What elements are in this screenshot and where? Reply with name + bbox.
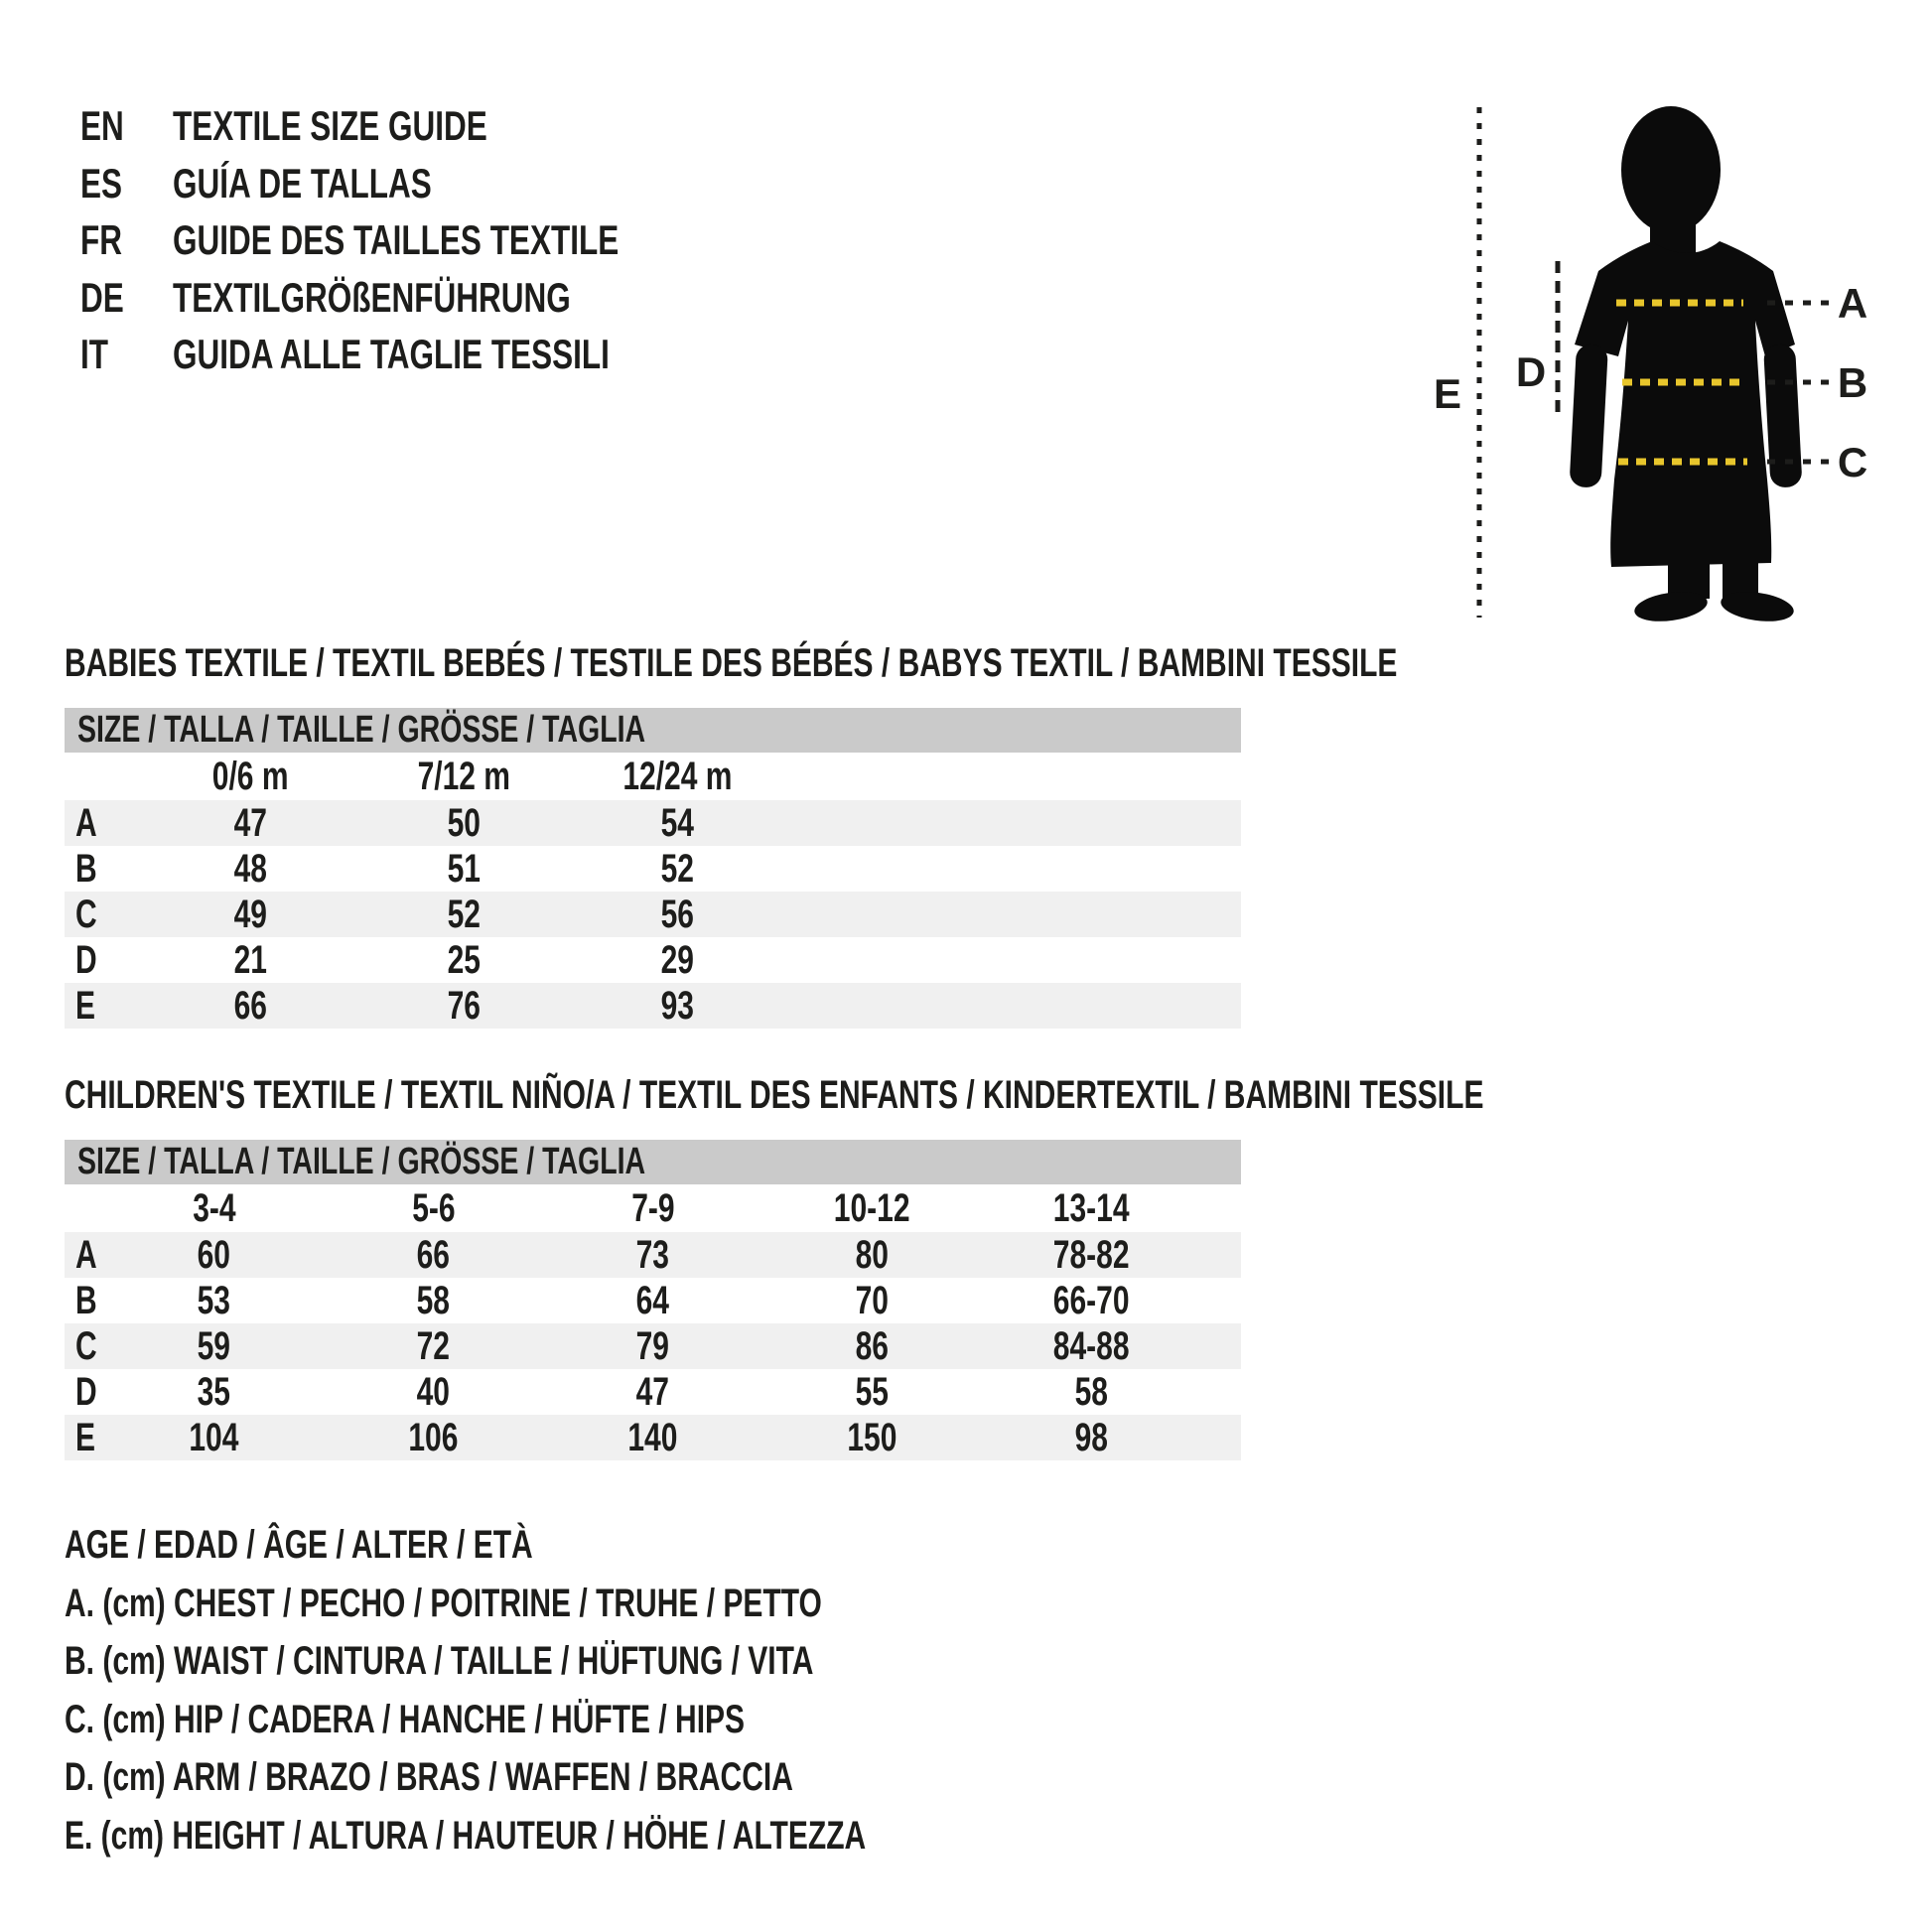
cell-value: 51 xyxy=(447,846,482,891)
table-row xyxy=(65,846,1241,892)
row-label: E xyxy=(75,983,96,1028)
legend-line-arm: D. (cm) ARM / BRAZO / BRAS / WAFFEN / BRACCIA xyxy=(65,1755,793,1799)
table-row xyxy=(65,1278,1241,1323)
cell-value: 98 xyxy=(1074,1415,1109,1459)
col-header: 5-6 xyxy=(411,1185,456,1230)
silhouette-left-leg xyxy=(1668,549,1710,599)
cell-value: 47 xyxy=(233,800,268,845)
lang-title: TEXTILGRÖßENFÜHRUNG xyxy=(173,274,571,321)
cell-value: 80 xyxy=(855,1232,890,1277)
cell-value: 104 xyxy=(189,1415,239,1459)
label-C: C xyxy=(1837,439,1868,485)
cell-value: 25 xyxy=(447,937,482,982)
col-header: 0/6 m xyxy=(212,754,289,798)
table-row xyxy=(65,1369,1241,1415)
cell-value: 58 xyxy=(416,1278,451,1322)
babies-size-header-bar: SIZE / TALLA / TAILLE / GRÖSSE / TAGLIA xyxy=(65,708,1241,753)
row-label: B xyxy=(75,1278,97,1322)
cell-value: 54 xyxy=(660,800,695,845)
col-header: 3-4 xyxy=(192,1185,236,1230)
children-section-title: CHILDREN'S TEXTILE / TEXTIL NIÑO/A / TEXTIL DES ENFANTS / KINDERTEXTIL / BAMBINI TESSILE xyxy=(65,1073,1484,1117)
legend-line-chest: A. (cm) CHEST / PECHO / POITRINE / TRUHE / PETTO xyxy=(65,1582,822,1625)
row-label: D xyxy=(75,1369,97,1414)
silhouette-right-leg xyxy=(1723,549,1758,599)
col-header: 13-14 xyxy=(1053,1185,1130,1230)
children-size-header-bar: SIZE / TALLA / TAILLE / GRÖSSE / TAGLIA xyxy=(65,1140,1241,1184)
lang-code: FR xyxy=(80,216,122,263)
cell-value: 50 xyxy=(447,800,482,845)
col-header: 12/24 m xyxy=(622,754,733,798)
cell-value: 140 xyxy=(627,1415,678,1459)
cell-value: 60 xyxy=(197,1232,231,1277)
col-header: 7/12 m xyxy=(417,754,511,798)
table-row xyxy=(65,937,1241,983)
cell-value: 40 xyxy=(416,1369,451,1414)
cell-value: 47 xyxy=(635,1369,670,1414)
cell-value: 59 xyxy=(197,1323,231,1368)
cell-value: 84-88 xyxy=(1053,1323,1130,1368)
row-label: B xyxy=(75,846,97,891)
cell-value: 106 xyxy=(408,1415,459,1459)
table-row xyxy=(65,892,1241,937)
children-column-header-row xyxy=(65,1184,1241,1232)
cell-value: 73 xyxy=(635,1232,670,1277)
table-row xyxy=(65,983,1241,1029)
cell-value: 52 xyxy=(660,846,695,891)
col-header: 10-12 xyxy=(834,1185,910,1230)
cell-value: 86 xyxy=(855,1323,890,1368)
row-label: A xyxy=(75,1232,97,1277)
table-row xyxy=(65,800,1241,846)
row-label: C xyxy=(75,892,97,936)
children-size-table xyxy=(65,1184,1241,1460)
babies-size-table xyxy=(65,753,1241,1029)
cell-value: 64 xyxy=(635,1278,670,1322)
label-A: A xyxy=(1837,280,1868,327)
cell-value: 58 xyxy=(1074,1369,1109,1414)
child-silhouette-figure xyxy=(1430,84,1886,625)
silhouette-left-arm xyxy=(1569,344,1607,487)
lang-code: ES xyxy=(80,160,123,207)
lang-title: GUIDA ALLE TAGLIE TESSILI xyxy=(173,331,610,377)
cell-value: 49 xyxy=(233,892,268,936)
silhouette-right-arm xyxy=(1763,344,1802,487)
row-label: D xyxy=(75,937,97,982)
lang-code: EN xyxy=(80,102,124,149)
row-label: A xyxy=(75,800,97,845)
cell-value: 66 xyxy=(416,1232,451,1277)
col-header: 7-9 xyxy=(630,1185,675,1230)
legend-line-waist: B. (cm) WAIST / CINTURA / TAILLE / HÜFTUNG / VITA xyxy=(65,1639,814,1683)
cell-value: 78-82 xyxy=(1053,1232,1130,1277)
table-row xyxy=(65,1232,1241,1278)
lang-title: TEXTILE SIZE GUIDE xyxy=(173,102,487,149)
cell-value: 21 xyxy=(233,937,268,982)
cell-value: 66-70 xyxy=(1053,1278,1130,1322)
cell-value: 48 xyxy=(233,846,268,891)
legend-line-age: AGE / EDAD / ÂGE / ALTER / ETÀ xyxy=(65,1523,533,1567)
babies-column-header-row xyxy=(65,753,1241,800)
child-silhouette xyxy=(1569,106,1802,625)
label-D: D xyxy=(1515,348,1547,395)
silhouette-torso xyxy=(1575,241,1795,567)
row-label: C xyxy=(75,1323,97,1368)
cell-value: 55 xyxy=(855,1369,890,1414)
label-B: B xyxy=(1837,359,1868,406)
cell-value: 70 xyxy=(855,1278,890,1322)
cell-value: 52 xyxy=(447,892,482,936)
cell-value: 76 xyxy=(447,983,482,1028)
lang-code: IT xyxy=(80,331,108,377)
cell-value: 29 xyxy=(660,937,695,982)
cell-value: 56 xyxy=(660,892,695,936)
lang-title: GUÍA DE TALLAS xyxy=(173,160,432,207)
cell-value: 35 xyxy=(197,1369,231,1414)
label-E: E xyxy=(1433,370,1462,417)
legend-line-hip: C. (cm) HIP / CADERA / HANCHE / HÜFTE / HIPS xyxy=(65,1698,746,1741)
lang-title: GUIDE DES TAILLES TEXTILE xyxy=(173,216,620,263)
cell-value: 93 xyxy=(660,983,695,1028)
table-row xyxy=(65,1323,1241,1369)
legend-line-height: E. (cm) HEIGHT / ALTURA / HAUTEUR / HÖHE / ALTEZZA xyxy=(65,1814,867,1858)
cell-value: 53 xyxy=(197,1278,231,1322)
cell-value: 79 xyxy=(635,1323,670,1368)
babies-section-title: BABIES TEXTILE / TEXTIL BEBÉS / TESTILE DES BÉBÉS / BABYS TEXTIL / BAMBINI TESSILE xyxy=(65,641,1398,685)
lang-code: DE xyxy=(80,274,124,321)
row-label: E xyxy=(75,1415,96,1459)
cell-value: 150 xyxy=(847,1415,897,1459)
table-row xyxy=(65,1415,1241,1460)
cell-value: 66 xyxy=(233,983,268,1028)
cell-value: 72 xyxy=(416,1323,451,1368)
